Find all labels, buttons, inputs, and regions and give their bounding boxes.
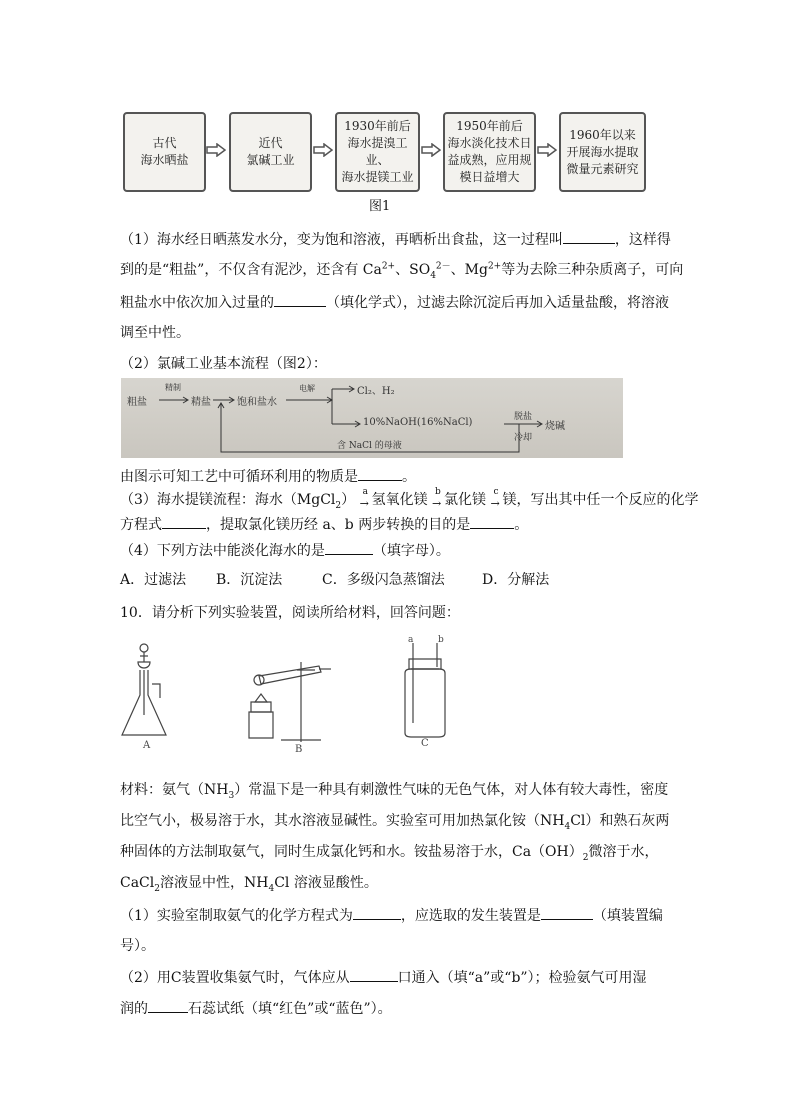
flow-box-1930: 1930年前后 海水提溴工业、 海水提镁工业 xyxy=(335,112,420,192)
q10-sub2-line-2: 润的 石蕊试纸（填“红色”或“蓝色”）。 xyxy=(120,998,392,1019)
flow-box-modern: 近代 氯碱工业 xyxy=(229,112,312,192)
flow-arrow-icon xyxy=(537,143,557,157)
diagram-mother-liquor: 含 NaCl 的母液 xyxy=(337,441,402,451)
q4-option-b: B．沉淀法 xyxy=(216,572,283,588)
q1-line-4: 调至中性。 xyxy=(120,325,190,341)
apparatus-label-b: B xyxy=(295,744,303,752)
diagram-crude-salt: 粗盐 xyxy=(127,397,147,408)
flow-arrow-icon xyxy=(313,143,333,157)
q4-option-d: D．分解法 xyxy=(482,572,550,588)
flow-arrow-icon xyxy=(421,143,441,157)
q4-option-a: A．过滤法 xyxy=(120,572,187,588)
diagram-desalt: 脱盐 xyxy=(514,412,533,422)
q4-option-c: C．多级闪急蒸馏法 xyxy=(322,572,445,588)
figure-caption: 图1 xyxy=(369,199,391,214)
diagram-solution: 10%NaOH(16%NaCl) xyxy=(363,417,473,428)
material-line-4: CaCl$_2$溶液显中性，$NH_4Cl$ 溶液显酸性。 xyxy=(120,875,378,894)
port-b-label: b xyxy=(438,635,444,645)
material-line-2: 比空气小，极易溶于水，其水溶液显碱性。实验室可用加热氯化铵$(NH_4Cl)$和熟石灰两 xyxy=(120,813,670,832)
apparatus-c-gas-bottle-icon xyxy=(393,633,461,748)
flow-arrow-icon xyxy=(206,143,226,157)
q2-title: （2）氯碱工业基本流程（图2）： xyxy=(120,356,327,372)
q3-line-2: 方程式 ，提取氯化镁历经 a、b 两步转换的目的是 。 xyxy=(120,514,528,535)
diagram-gases: Cl₂、H₂ xyxy=(357,386,395,397)
arrow-c-icon: c → xyxy=(490,487,500,510)
q10-sub1-line-2: 号）。 xyxy=(120,938,155,954)
material-line-3: 种固体的方法制取氨气，同时生成氯化钙和水。铵盐易溶于水，$Ca(OH)_2$微溶于水， xyxy=(120,844,659,863)
q10-sub1-line-1: （1）实验室制取氨气的化学方程式为 ，应选取的发生装置是 （填装置编 xyxy=(120,905,663,926)
apparatus-a-flask-icon xyxy=(118,640,180,750)
q3-line-1: （3）海水提镁流程：海水（MgCl$_2$） a → 氢氧化镁 b → 氯化镁 c → 镁，写出其中任一个反应的化学 xyxy=(120,487,699,511)
arrow-a-icon: a → xyxy=(359,487,369,510)
diagram-refine: 精制 xyxy=(165,383,181,392)
flow-box-1950: 1950年前后 海水淡化技术日 益成熟，应用规 模日益增大 xyxy=(443,112,536,192)
apparatus-label-a: A xyxy=(143,740,151,750)
port-a-label: a xyxy=(408,635,414,645)
q2-question: 由图示可知工艺中可循环利用的物质是 。 xyxy=(120,466,416,487)
apparatus-b-heating-icon xyxy=(241,652,341,752)
apparatus-label-c: C xyxy=(421,738,429,748)
q4-title: （4）下列方法中能淡化海水的是 （填字母）。 xyxy=(120,540,450,561)
flow-box-1960: 1960年以来 开展海水提取 微量元素研究 xyxy=(559,112,646,192)
chlor-alkali-diagram xyxy=(121,378,623,458)
flow-box-ancient: 古代 海水晒盐 xyxy=(123,112,206,192)
q10-title: 10．请分析下列实验装置，阅读所给材料，回答问题： xyxy=(120,605,460,621)
diagram-brine: 饱和盐水 xyxy=(237,397,277,408)
q1-line-2: 到的是“粗盐”，不仅含有泥沙，还含有 $Ca^{2+}$、$SO_4^{2-}$、$Mg^{2+}$等为去除三种杂质离子，可向 xyxy=(120,261,684,281)
q10-sub2-line-1: （2）用C装置收集氨气时，气体应从 口通入（填“a”或“b”）；检验氨气可用湿 xyxy=(120,967,647,988)
arrow-b-icon: b → xyxy=(432,487,442,510)
q1-line-1: （1）海水经日晒蒸发水分，变为饱和溶液，再晒析出食盐，这一过程叫 ，这样得 xyxy=(120,229,671,250)
diagram-fine-salt: 精盐 xyxy=(191,397,211,408)
diagram-product: 烧碱 xyxy=(545,421,565,432)
material-line-1: 材料：氨气$(NH_3)$常温下是一种具有刺激性气味的无色气体，对人体有较大毒性，密度 xyxy=(120,782,669,801)
diagram-cool: 冷却 xyxy=(514,433,533,443)
q1-line-3: 粗盐水中依次加入过量的 （填化学式），过滤去除沉淀后再加入适量盐酸，将溶液 xyxy=(120,292,669,313)
diagram-electrolysis: 电解 xyxy=(299,384,315,393)
